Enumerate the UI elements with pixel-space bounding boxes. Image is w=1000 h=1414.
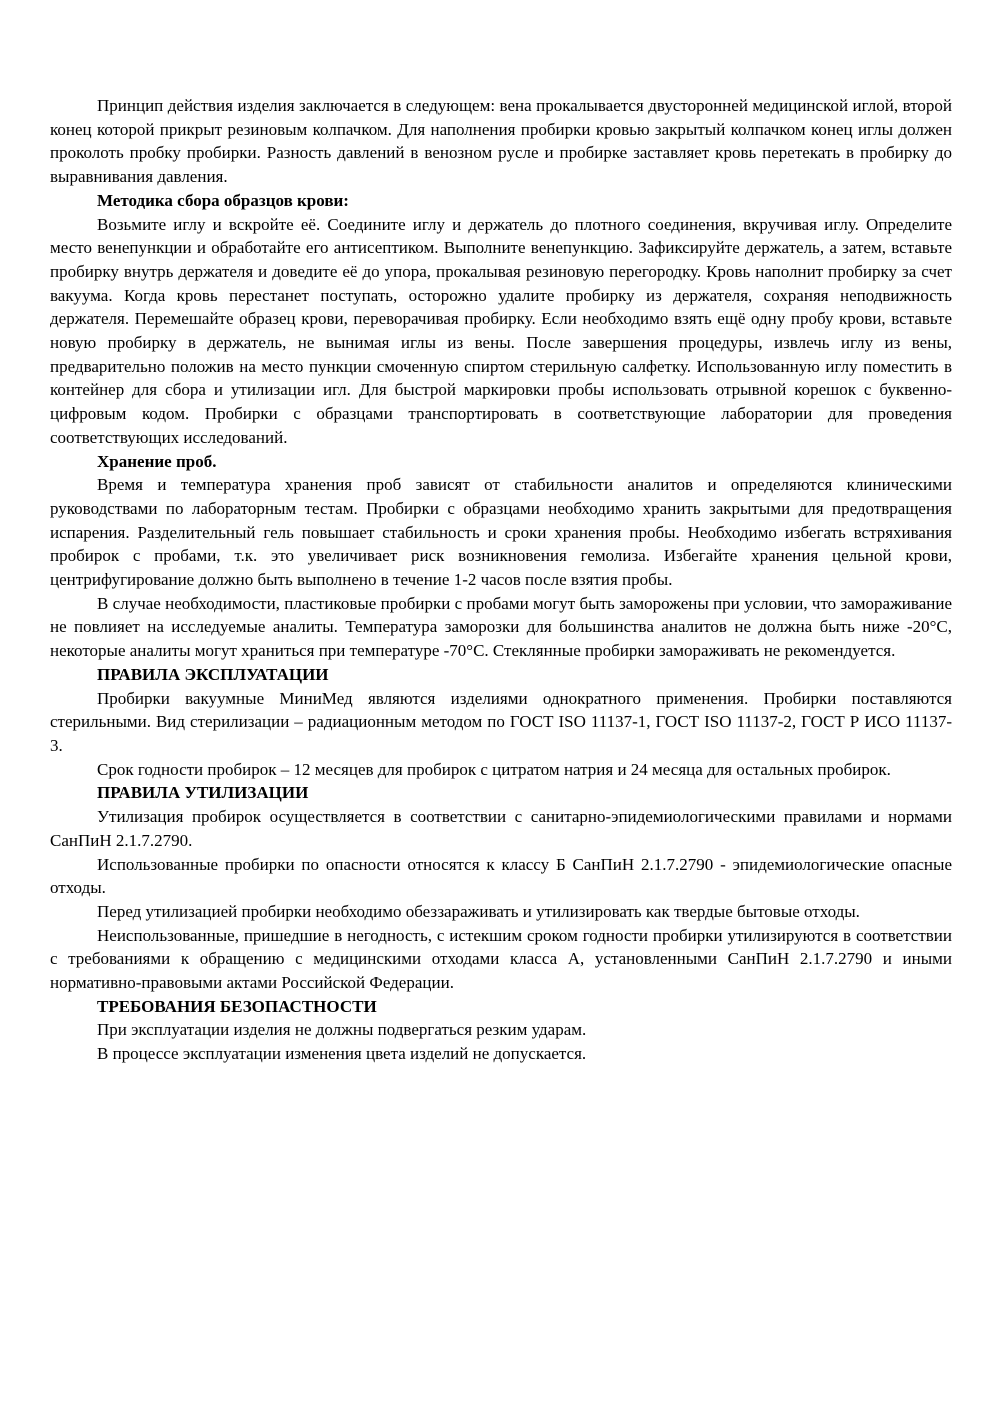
paragraph-operating-principle: Принцип действия изделия заключается в следующем: вена прокалывается двусторонней медицинской иглой, второй конец которой прикрыт резиновым колпачком. Для наполнения пробирки кровью закрытый колпачком конец иглы должен проколоть пробку пробирки. Разность давлений в венозном русле и пробирке заставляет кровь перетекать в пробирку до выравнивания давления. bbox=[50, 96, 952, 187]
paragraph-decontamination: Перед утилизацией пробирки необходимо обеззараживать и утилизировать как твердые бытовые отходы. bbox=[97, 901, 860, 921]
paragraph-shelf-life: Срок годности пробирок – 12 месяцев для пробирок с цитратом натрия и 24 месяца для остальных пробирок. bbox=[97, 759, 891, 779]
paragraph-storage-conditions: Время и температура хранения проб зависят от стабильности аналитов и определяются клиническими руководствами по лабораторным тестам. Пробирки с образцами необходимо хранить закрытыми для предотвращения испарения. Разделительный гель повышает стабильность и сроки хранения пробы. Необходимо избегать встряхивания пробирок с пробами, т.к. это увеличивает риск возникновения гемолиза. Избегайте хранения цельной крови, центрифугирование должно быть выполнено в течение 1-2 часов после взятия пробы. bbox=[50, 475, 952, 590]
subheading-blood-collection-method: Методика сбора образцов крови: bbox=[97, 190, 349, 210]
paragraph-no-color-change: В процессе эксплуатации изменения цвета изделий не допускается. bbox=[97, 1044, 587, 1064]
heading-safety-requirements: ТРЕБОВАНИЯ БЕЗОПАСТНОСТИ bbox=[97, 996, 377, 1016]
paragraph-unused-tubes-disposal: Неиспользованные, пришедшие в негодность, с истекшим сроком годности пробирки утилизируются в соответствии с требованиями к обращению с медицинскими отходами класса А, установленными СанПиН 2.1.7.2790 и иными нормативно-правовыми актами Российской Федерации. bbox=[50, 925, 952, 993]
paragraph-collection-procedure: Возьмите иглу и вскройте её. Соедините иглу и держатель до плотного соединения, вкручивая иглу. Определите место венепункции и обработайте его антисептиком. Выполните венепункцию. Зафиксируйте держатель, а затем, вставьте пробирку внутрь держателя и доведите её до упора, прокалывая резиновую перегородку. Кровь наполнит пробирку за счет вакуума. Когда кровь перестанет поступать, осторожно удалите пробирку из держателя, сохраняя неподвижность держателя. Перемешайте образец крови, переворачивая пробирку. Если необходимо взять ещё одну пробу крови, вставьте новую пробирку в держатель, не вынимая иглы из вены. После завершения процедуры, извлечь иглу из вены, предварительно положив на место пункции смоченную спиртом стерильную салфетку. Использованную иглу поместить в контейнер для сбора и утилизации игл. Для быстрой маркировки пробы использовать отрывной корешок с буквенно-цифровым кодом. Пробирки с образцами транспортировать в соответствующие лаборатории для проведения соответствующих исследований. bbox=[50, 214, 952, 447]
paragraph-no-sharp-impacts: При эксплуатации изделия не должны подвергаться резким ударам. bbox=[97, 1020, 587, 1040]
heading-operation-rules: ПРАВИЛА ЭКСПЛУАТАЦИИ bbox=[97, 664, 329, 684]
paragraph-freezing-conditions: В случае необходимости, пластиковые пробирки с пробами могут быть заморожены при условии, что замораживание не повлияет на исследуемые аналиты. Температура заморозки для большинства аналитов не должна быть ниже -20°С, некоторые аналиты могут храниться при температуре -70°С. Стеклянные пробирки замораживать не рекомендуется. bbox=[50, 593, 952, 661]
subheading-sample-storage: Хранение проб. bbox=[97, 451, 217, 471]
paragraph-used-tubes-class: Использованные пробирки по опасности относятся к классу Б СанПиН 2.1.7.2790 - эпидемиологические опасные отходы. bbox=[50, 854, 952, 898]
heading-disposal-rules: ПРАВИЛА УТИЛИЗАЦИИ bbox=[97, 783, 309, 803]
paragraph-single-use-sterilization: Пробирки вакуумные МиниМед являются изделиями однократного применения. Пробирки поставляются стерильными. Вид стерилизации – радиационным методом по ГОСТ ISO 11137-1, ГОСТ ISO 11137-2, ГОСТ Р ИСО 11137-3. bbox=[50, 688, 952, 755]
paragraph-disposal-sanpin: Утилизация пробирок осуществляется в соответствии с санитарно-эпидемиологическими правилами и нормами СанПиН 2.1.7.2790. bbox=[50, 807, 952, 850]
